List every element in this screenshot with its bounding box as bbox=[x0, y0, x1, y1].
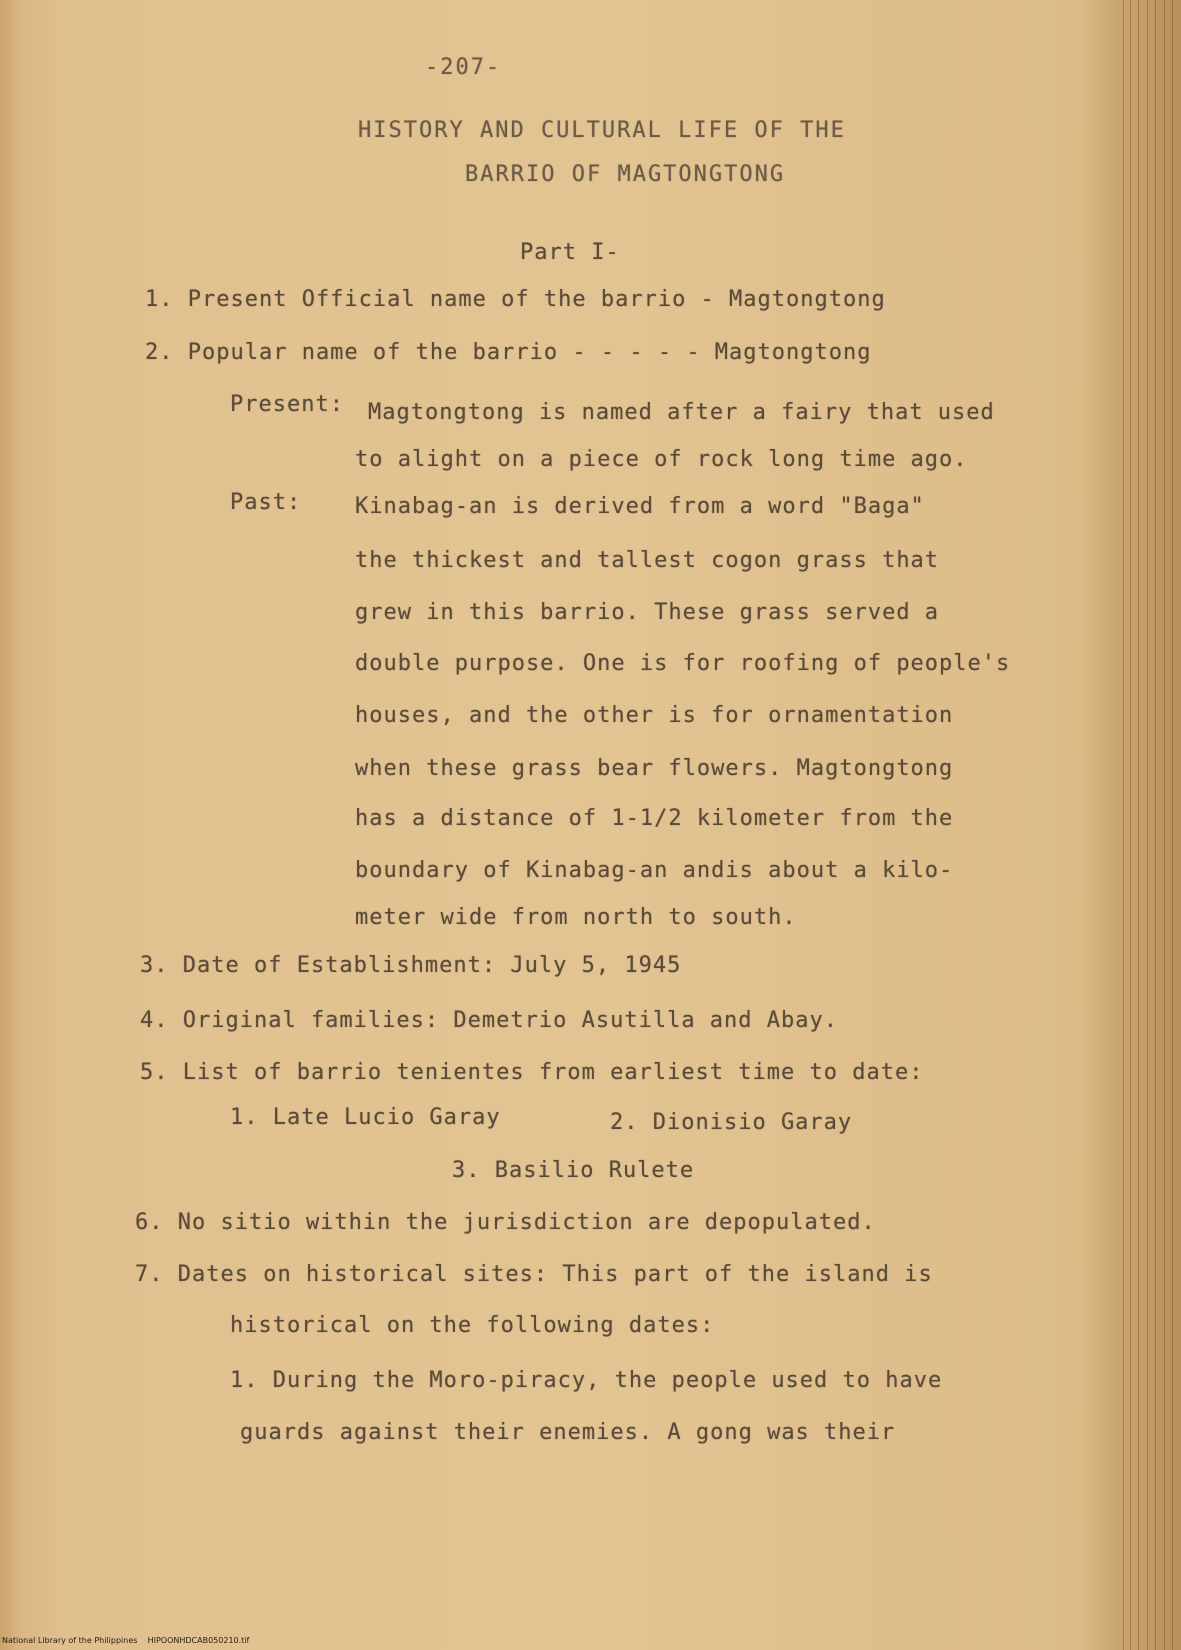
present-label: Present: bbox=[230, 392, 344, 417]
sub-1-line-1: 1. During the Moro-piracy, the people used to have bbox=[230, 1368, 943, 1393]
item-1: 1. Present Official name of the barrio - Magtongtong bbox=[145, 287, 886, 312]
item-5: 5. List of barrio tenientes from earliest time to date: bbox=[140, 1060, 924, 1085]
sub-1-line-2: guards against their enemies. A gong was their bbox=[240, 1420, 896, 1445]
past-label: Past: bbox=[230, 490, 302, 515]
teniente-2: 2. Dionisio Garay bbox=[610, 1110, 853, 1135]
item-7-line-2: historical on the following dates: bbox=[230, 1313, 715, 1338]
part-heading: Part I- bbox=[520, 240, 620, 265]
item-6: 6. No sitio within the jurisdiction are depopulated. bbox=[135, 1210, 876, 1235]
teniente-1: 1. Late Lucio Garay bbox=[230, 1105, 501, 1130]
present-line-1: Magtongtong is named after a fairy that used bbox=[368, 400, 995, 425]
teniente-3: 3. Basilio Rulete bbox=[452, 1158, 695, 1183]
title-line-2: BARRIO OF MAGTONGTONG bbox=[465, 162, 786, 187]
item-3: 3. Date of Establishment: July 5, 1945 bbox=[140, 953, 682, 978]
past-line-1: Kinabag-an is derived from a word "Baga" bbox=[355, 494, 925, 519]
past-line-7: has a distance of 1-1/2 kilometer from the bbox=[355, 806, 954, 831]
present-line-2: to alight on a piece of rock long time ago. bbox=[355, 447, 968, 472]
title-line-1: HISTORY AND CULTURAL LIFE OF THE bbox=[358, 118, 846, 143]
past-line-9: meter wide from north to south. bbox=[355, 905, 797, 930]
past-line-6: when these grass bear flowers. Magtongtong bbox=[355, 756, 954, 781]
past-line-4: double purpose. One is for roofing of people's bbox=[355, 651, 1011, 676]
past-line-3: grew in this barrio. These grass served a bbox=[355, 600, 940, 625]
page-number: -207- bbox=[425, 55, 502, 80]
past-line-5: houses, and the other is for ornamentation bbox=[355, 703, 954, 728]
item-2: 2. Popular name of the barrio - - - - - Magtongtong bbox=[145, 340, 872, 365]
scan-footer: National Library of the Philippines HIPOONHDCAB050210.tif bbox=[2, 1636, 250, 1645]
item-7-line-1: 7. Dates on historical sites: This part of the island is bbox=[135, 1262, 933, 1287]
past-line-2: the thickest and tallest cogon grass that bbox=[355, 548, 940, 573]
page-edges bbox=[1121, 0, 1181, 1650]
past-line-8: boundary of Kinabag-an andis about a kilo- bbox=[355, 858, 954, 883]
item-4: 4. Original families: Demetrio Asutilla and Abay. bbox=[140, 1008, 839, 1033]
